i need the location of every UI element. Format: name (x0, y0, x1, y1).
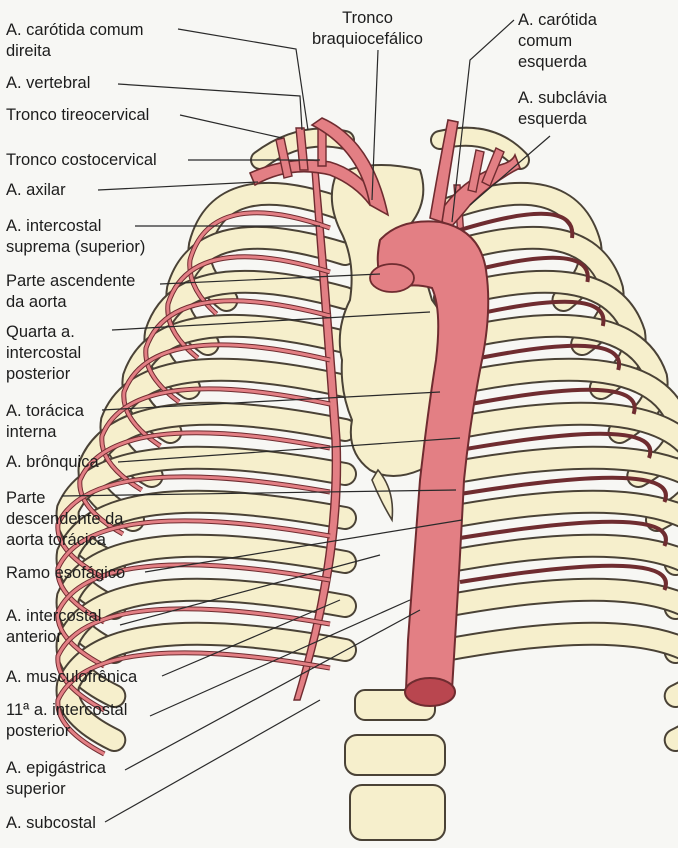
label-line: superior (6, 780, 66, 798)
label-line: Parte ascendente (6, 272, 136, 290)
label-ramo-esofagico: Ramo esofágico (6, 564, 126, 582)
label-line: braquiocefálico (312, 30, 423, 48)
label-line: direita (6, 42, 51, 60)
label-quarta-intercostal (6, 322, 81, 385)
label-musculofrenica: A. musculofrênica (6, 668, 138, 686)
ascending-aorta-loop (370, 264, 414, 292)
label-line: A. epigástrica (6, 759, 106, 777)
label-tronco-costocervical: Tronco costocervical (6, 151, 157, 169)
label-line: anterior (6, 628, 62, 646)
label-line: 11ª a. intercostal (6, 701, 128, 719)
label-subcostal: A. subcostal (6, 814, 96, 832)
label-line: A. torácica (6, 402, 84, 420)
label-axilar: A. axilar (6, 181, 66, 199)
label-line: esquerda (518, 53, 587, 71)
label-carotida-comum-direita (6, 20, 144, 62)
vertebral-column (345, 690, 445, 840)
label-line: A. subclávia (518, 89, 607, 107)
label-line: A. carótida (518, 11, 597, 29)
label-vertebral: A. vertebral (6, 74, 91, 92)
label-line: A. intercostal (6, 607, 102, 625)
label-line: posterior (6, 722, 71, 740)
label-line: da aorta (6, 293, 67, 311)
label-carotida-comum-esquerda (518, 10, 597, 73)
label-line: aorta torácica (6, 531, 106, 549)
label-line: Quarta a. (6, 323, 75, 341)
label-parte-descendente (6, 488, 123, 551)
label-line: esquerda (518, 110, 587, 128)
label-toracica-interna (6, 401, 84, 443)
label-intercostal-11 (6, 700, 127, 742)
label-subclavia-esquerda (518, 88, 607, 130)
label-bronquica: A. brônquica (6, 453, 99, 471)
label-line: Parte (6, 489, 46, 507)
label-line: A. intercostal (6, 217, 102, 235)
label-intercostal-suprema (6, 216, 145, 258)
label-tronco-braquiocefalico (312, 8, 423, 50)
aorta-lumen-cut (405, 678, 455, 706)
label-line: Tronco (342, 9, 393, 27)
label-line: A. carótida comum (6, 21, 144, 39)
label-parte-ascendente (6, 271, 135, 313)
label-intercostal-anterior (6, 606, 101, 648)
label-line: interna (6, 423, 57, 441)
label-tronco-tireocervical: Tronco tireocervical (6, 106, 150, 124)
label-epigastrica-superior (6, 758, 106, 800)
label-line: posterior (6, 365, 71, 383)
xiphoid-process (372, 470, 392, 520)
label-line: comum (518, 32, 573, 50)
rib-left-12 (445, 634, 678, 740)
label-line: descendente da (6, 510, 124, 528)
label-line: intercostal (6, 344, 82, 362)
label-line: suprema (superior) (6, 238, 146, 256)
